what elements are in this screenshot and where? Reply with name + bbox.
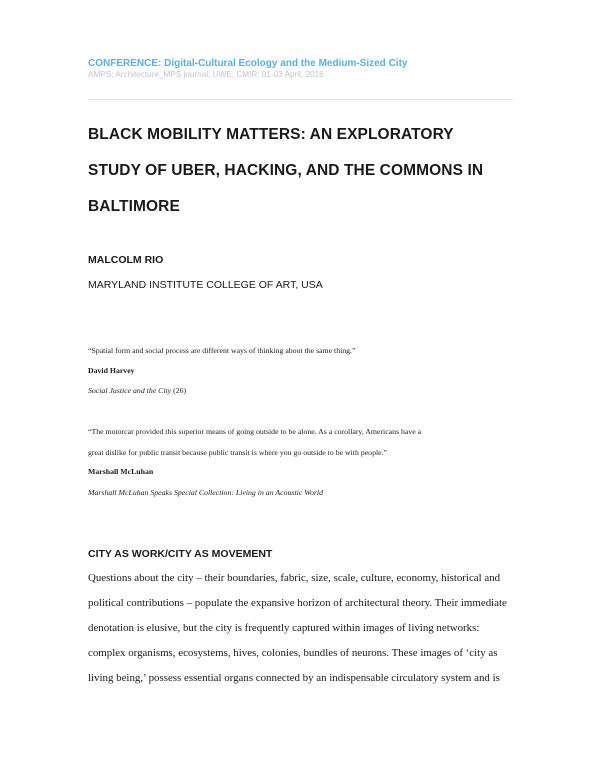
- epigraph-1-author: David Harvey: [88, 366, 135, 375]
- epigraph-2-quote-line-2: great dislike for public transit because public transit is where you go outside to be with people.”: [88, 448, 388, 457]
- section-heading: CITY AS WORK/CITY AS MOVEMENT: [88, 548, 273, 560]
- epigraph-1-page: (26): [171, 386, 187, 395]
- epigraph-2-author: Marshall McLuhan: [88, 467, 154, 476]
- epigraph-1-quote: “Spatial form and social process are different ways of thinking about the same thing.”: [88, 346, 356, 355]
- epigraph-1-source: [88, 386, 186, 395]
- epigraph-2-source: Marshall McLuhan Speaks Special Collection: Living in an Acoustic World: [88, 488, 323, 497]
- author-name: MALCOLM RIO: [88, 254, 164, 266]
- body-line-5: living being,’ possess essential organs connected by an indispensable circulatory system and is: [88, 672, 500, 684]
- body-line-4: complex organisms, ecosystems, hives, colonies, bundles of neurons. These images of ‘city as: [88, 647, 498, 659]
- body-line-2: political contributions – populate the expansive horizon of architectural theory. Their immediate: [88, 597, 507, 609]
- paper-title-line-2: STUDY OF UBER, HACKING, AND THE COMMONS IN: [88, 162, 484, 179]
- conference-title: CONFERENCE: Digital-Cultural Ecology and the Medium-Sized City: [88, 58, 408, 69]
- paper-title-line-3: BALTIMORE: [88, 198, 180, 215]
- header-divider: [88, 99, 514, 100]
- journal-info: AMPS; Architecture_MPS journal; UWE; CMIR: 01-03 April, 2016: [88, 70, 324, 79]
- epigraph-2-quote-line-1: “The motorcar provided this superior means of going outside to be alone. As a corollary, Americans have a: [88, 427, 422, 436]
- author-institution: MARYLAND INSTITUTE COLLEGE OF ART, USA: [88, 279, 323, 291]
- epigraph-1-source-title: Social Justice and the City: [88, 386, 172, 395]
- body-line-1: Questions about the city – their boundaries, fabric, size, scale, culture, economy, historical and: [88, 572, 501, 584]
- body-line-3: denotation is elusive, but the city is frequently captured within images of living networks:: [88, 622, 480, 634]
- paper-title-line-1: BLACK MOBILITY MATTERS: AN EXPLORATORY: [88, 126, 454, 143]
